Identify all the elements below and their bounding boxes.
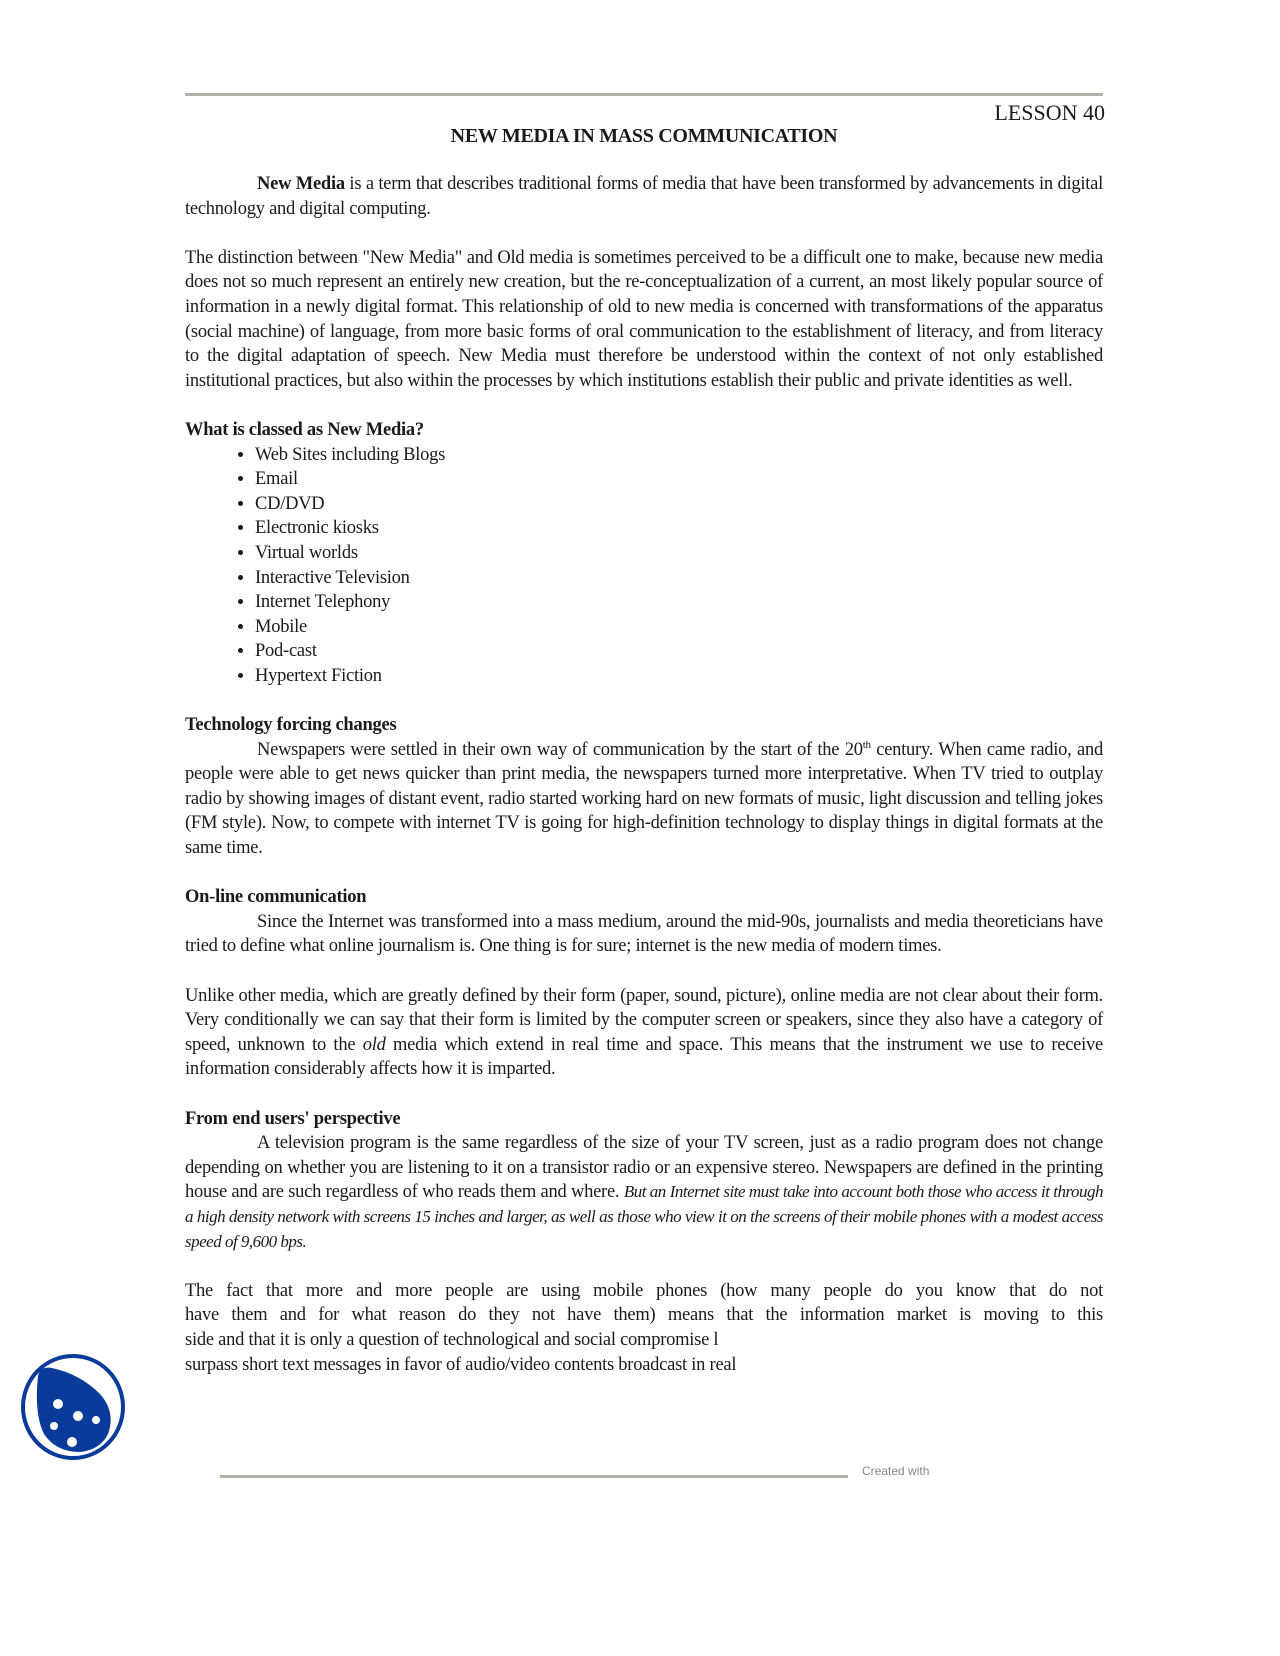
list-item: • Pod-cast: [255, 639, 1103, 664]
page-title: NEW MEDIA IN MASS COMMUNICATION: [450, 125, 838, 147]
online-text-a: Unlike other media, which are greatly defined by their form (paper, sound, picture), online media are not clear about their form. Very conditionally we can say that their form is limited by the computer screen or speakers, since they also have a category of speed, unknown to the: [185, 985, 1103, 1055]
list-item: • Hypertext Fiction: [255, 664, 1103, 689]
intro-term: New Media: [257, 174, 345, 194]
tech-heading: Technology forcing changes: [185, 715, 397, 736]
distinction-paragraph: The distinction between "New Media" and Old media is sometimes perceived to be a difficult one to make, because new media does not so much represent an entirely new creation, but the re-conceptualization of a current, an most likely popular source of information in a newly digital format. This relationship of old to new media is concerned with transformations of the apparatus (social machine) of language, from more basic forms of oral communication to the establishment of literacy, and from literacy to the digital adaptation of speech. New Media must therefore be understood within the context of not only established institutional practices, but also within the processes by which institutions establish their public and private identities as well.: [185, 247, 1103, 391]
footer-rule: [220, 1475, 848, 1478]
tech-text-b: century. When came radio, and people were able to get news quicker than print media, the newspapers turned more interpretative. When TV tried to outplay radio by showing images of distant event, radio started working hard on new formats of music, light discussion and telling jokes (FM style). Now, to compete with internet TV is going for high-definition technology to display things in digital formats at the same time.: [185, 739, 1103, 859]
final-line: The fact that more and more people are using mobile phones (how many people do you know that do not: [185, 1280, 1103, 1301]
users-paragraph: [185, 1131, 1103, 1254]
list-item: • Virtual worlds: [255, 541, 1103, 566]
list-item: • Internet Telephony: [255, 590, 1103, 615]
users-text: A television program is the same regardless of the size of your TV screen, just as a radio program does not change depending on whether you are listening to it on a transistor radio or an expensive stereo. Newspapers are defined in the printing house and are such regardless of who reads them and where.: [185, 1133, 1103, 1203]
created-with-label: Created with: [862, 1464, 930, 1478]
users-italic: But an Internet site must take into account both those who access it through a high density network with screens 15 inches and larger, as well as those who view it on the screens of their mobile phones with a modest access speed of 9,600 bps.: [185, 1182, 1104, 1251]
list-item: • Mobile: [255, 615, 1103, 640]
final-line: have them and for what reason do they not have them) means that the information market is moving to this: [185, 1305, 1103, 1326]
list-item: • Electronic kiosks: [255, 516, 1103, 541]
intro-text: is a term that describes traditional forms of media that have been transformed by advancements in digital technology and digital computing.: [185, 174, 1103, 219]
header-rule: [185, 93, 1103, 96]
online-text-b: media which extend in real time and space. This means that the instrument we use to receive information considerably affects how it is imparted.: [185, 1034, 1103, 1080]
lesson-number: LESSON 40: [994, 100, 1105, 125]
list-item: • CD/DVD: [255, 492, 1103, 517]
online-paragraph-2: [185, 984, 1103, 1082]
document-body: [185, 172, 1103, 1402]
online-paragraph-1: Since the Internet was transformed into a mass medium, around the mid-90s, journalists and media theoreticians have tried to define what online journalism is. One thing is for sure; internet is the new media of modern times.: [185, 911, 1103, 957]
online-heading: On-line communication: [185, 887, 367, 908]
final-line: surpass short text messages in favor of audio/video contents broadcast in real: [185, 1354, 737, 1375]
tech-paragraph: [185, 738, 1103, 861]
list-item: • Web Sites including Blogs: [255, 443, 1103, 468]
new-media-list: [185, 443, 1103, 689]
superscript: th: [862, 738, 871, 751]
final-line: side and that it is only a question of technological and social compromise l: [185, 1329, 719, 1350]
list-item: • Interactive Television: [255, 566, 1103, 591]
tech-text-a: Newspapers were settled in their own way of communication by the start of the 20: [257, 739, 863, 760]
users-heading: From end users' perspective: [185, 1108, 401, 1129]
final-paragraph: [185, 1279, 1103, 1377]
online-italic: old: [362, 1034, 386, 1055]
logo-icon: [20, 1354, 126, 1460]
intro-paragraph: [185, 172, 1103, 221]
classed-heading: What is classed as New Media?: [185, 419, 424, 440]
list-item: • Email: [255, 467, 1103, 492]
